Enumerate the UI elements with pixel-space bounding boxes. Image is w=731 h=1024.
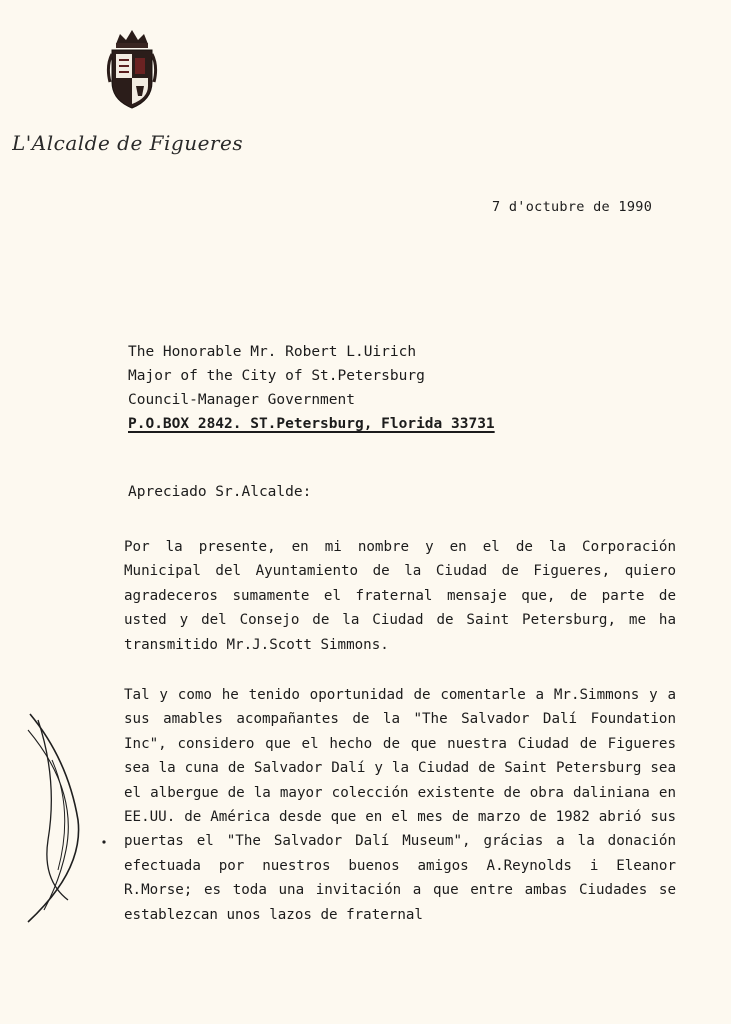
paragraph-2: Tal y como he tenido oportunidad de comentarle a Mr.Simmons y a sus amables acompañantes de la "The Salvador Dalí Foundation Inc", considero que el hecho de que nuestra Ciudad de Figueres sea la cuna de Salvador Dalí y la Ciudad de Saint Petersburg sea el albergue de la mayor colección existente de obra daliniana en EE.UU. de América desde que en el mes de marzo de 1982 abrió sus puertas el "The Salvador Dalí Museum", grácias a la donación efectuada por nuestros buenos amigos A.Reynolds i Eleanor R.Morse; es toda una invitación a que entre ambas Ciudades se establezcan unos lazos de fraternal xyxy=(124,687,676,923)
handwritten-signature-icon xyxy=(8,700,118,930)
recipient-line-4: P.O.BOX 2842. ST.Petersburg, Florida 33731 xyxy=(128,416,495,432)
salutation: Apreciado Sr.Alcalde: xyxy=(128,484,312,500)
coat-of-arms-icon xyxy=(106,26,158,110)
letter-date: 7 d'octubre de 1990 xyxy=(492,199,653,215)
recipient-line-3: Council-Manager Government xyxy=(128,392,355,408)
letterhead-title xyxy=(12,120,272,164)
paragraph-1: Por la presente, en mi nombre y en el de la Corporación Municipal del Ayuntamiento de la Ciudad de Figueres, quiero agradeceros sumamente el fraternal mensaje que, de parte de usted y del Consejo de la Ciudad de Saint Petersburg, me ha transmitido Mr.J.Scott Simmons. xyxy=(124,539,676,653)
recipient-line-1: The Honorable Mr. Robert L.Uirich xyxy=(128,344,417,360)
recipient-address xyxy=(128,340,495,436)
recipient-line-2: Major of the City of St.Petersburg xyxy=(128,368,425,384)
letterhead-title-text: L'Alcalde de Figueres xyxy=(12,131,244,155)
